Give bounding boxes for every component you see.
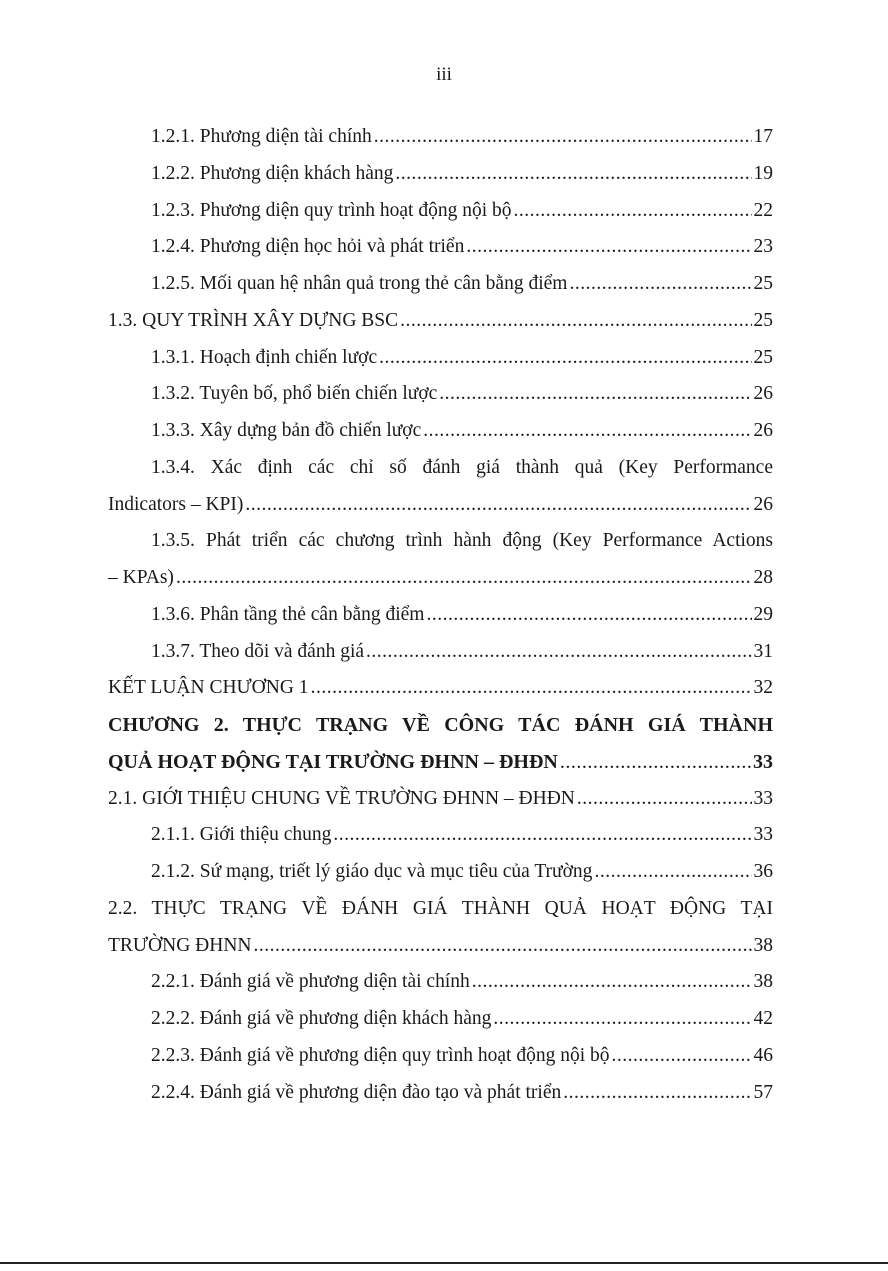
- toc-entry-title: 2.2.4. Đánh giá về phương diện đào tạo và phát triển: [151, 1081, 562, 1103]
- toc-entry: [108, 266, 773, 303]
- toc-entry-page: 46: [753, 1044, 773, 1066]
- toc-entry-page: 29: [753, 603, 773, 625]
- toc-entry: [108, 193, 773, 230]
- toc-entry-title: 1.2.4. Phương diện học hỏi và phát triển: [151, 236, 465, 258]
- toc-entry: [108, 1038, 773, 1075]
- toc-entry-title: 1.2.5. Mối quan hệ nhân quả trong thẻ cân bằng điểm: [151, 273, 568, 294]
- toc-entry-title: 1.3. QUY TRÌNH XÂY DỰNG BSC: [108, 309, 399, 331]
- dot-leader: [379, 340, 751, 377]
- dot-leader: [426, 597, 751, 634]
- toc-entry-page: 17: [753, 126, 773, 147]
- toc-entry-title-part2: – KPAs): [108, 567, 174, 588]
- toc-entry: [108, 413, 773, 450]
- toc-entry-page: 25: [753, 309, 773, 331]
- toc-entry-title-line1: [108, 523, 773, 560]
- toc-entry: [108, 1001, 773, 1038]
- dot-leader: [612, 1038, 752, 1075]
- toc-entry-title-part1: 1.3.4. Xác định các chỉ số đánh giá thành quả (Key Performance: [151, 456, 773, 478]
- toc-entry-title-part2: QUẢ HOẠT ĐỘNG TẠI TRƯỜNG ĐHNN – ĐHĐN: [108, 750, 558, 773]
- page-number: iii: [436, 64, 452, 85]
- toc-entry-page: 32: [753, 677, 773, 699]
- toc-entry-title: 1.3.6. Phân tầng thẻ cân bằng điểm: [151, 603, 425, 625]
- dot-leader: [400, 303, 751, 340]
- toc-entry-title: 1.3.1. Hoạch định chiến lược: [151, 346, 378, 368]
- toc-entry-page: 19: [753, 162, 773, 184]
- toc-entry-page: 38: [753, 934, 773, 956]
- toc-entry: [108, 376, 773, 413]
- toc-entry-page: 33: [753, 750, 773, 773]
- toc-entry: [108, 597, 773, 634]
- toc-entry-page: 42: [753, 1008, 773, 1029]
- toc-entry-page: 33: [753, 787, 773, 809]
- dot-leader: [423, 413, 751, 450]
- toc-entry-title: KẾT LUẬN CHƯƠNG 1: [108, 677, 309, 699]
- toc-entry: [108, 854, 773, 891]
- toc-entry: [108, 928, 773, 965]
- toc-entry: [108, 119, 773, 156]
- toc-entry: [108, 744, 773, 781]
- toc-entry-title: 2.1.2. Sứ mạng, triết lý giáo dục và mục tiêu của Trường: [151, 861, 593, 882]
- toc-entry-page: 22: [753, 199, 773, 221]
- toc-entry-title: 2.2.2. Đánh giá về phương diện khách hàng: [151, 1008, 492, 1029]
- table-of-contents: [108, 119, 773, 1111]
- toc-entry-page: 28: [753, 567, 773, 588]
- toc-entry: [108, 634, 773, 671]
- toc-entry-page: 23: [753, 236, 773, 258]
- dot-leader: [311, 670, 752, 707]
- dot-leader: [594, 854, 751, 891]
- toc-entry-title-part1: 1.3.5. Phát triển các chương trình hành động (Key Performance Actions: [151, 530, 773, 552]
- toc-entry-title: 1.3.3. Xây dựng bản đồ chiến lược: [151, 420, 422, 441]
- toc-entry-page: 33: [753, 824, 773, 846]
- toc-entry: [108, 964, 773, 1001]
- dot-leader: [366, 634, 751, 671]
- dot-leader: [395, 156, 751, 193]
- dot-leader: [466, 229, 751, 266]
- toc-entry-title-line1: [108, 891, 773, 928]
- toc-entry-title-line1: [108, 450, 773, 487]
- dot-leader: [374, 119, 752, 156]
- dot-leader: [333, 817, 751, 854]
- toc-entry-title: 1.3.7. Theo dõi và đánh giá: [151, 640, 365, 662]
- dot-leader: [254, 928, 752, 965]
- toc-entry-title: 1.2.3. Phương diện quy trình hoạt động nội bộ: [151, 199, 512, 221]
- toc-entry: [108, 229, 773, 266]
- toc-entry-page: 26: [753, 383, 773, 405]
- toc-entry-title: 1.3.2. Tuyên bố, phổ biến chiến lược: [151, 383, 438, 405]
- toc-entry-page: 25: [753, 273, 773, 294]
- dot-leader: [176, 560, 752, 597]
- toc-entry-title-part1: CHƯƠNG 2. THỰC TRẠNG VỀ CÔNG TÁC ĐÁNH GIÁ THÀNH: [108, 714, 773, 736]
- toc-entry: [108, 817, 773, 854]
- toc-entry-page: 57: [753, 1081, 773, 1103]
- toc-entry-page: 26: [753, 493, 773, 515]
- toc-entry-page: 26: [753, 420, 773, 441]
- toc-entry: [108, 340, 773, 377]
- toc-entry-title-part2: TRƯỜNG ĐHNN: [108, 934, 252, 956]
- toc-entry-title: 2.1. GIỚI THIỆU CHUNG VỀ TRƯỜNG ĐHNN – ĐHĐN: [108, 787, 575, 809]
- toc-entry: [108, 303, 773, 340]
- toc-entry: [108, 670, 773, 707]
- toc-entry-title: 1.2.2. Phương diện khách hàng: [151, 162, 394, 184]
- dot-leader: [472, 964, 752, 1001]
- toc-entry: [108, 1075, 773, 1112]
- toc-entry-page: 31: [753, 640, 773, 662]
- dot-leader: [514, 193, 752, 230]
- toc-entry: [108, 560, 773, 597]
- page-bottom-rule: [0, 1262, 888, 1264]
- toc-entry: [108, 781, 773, 818]
- dot-leader: [245, 487, 751, 524]
- toc-entry-title: 2.2.1. Đánh giá về phương diện tài chính: [151, 971, 470, 993]
- toc-entry-page: 38: [753, 971, 773, 993]
- toc-entry-title: 2.1.1. Giới thiệu chung: [151, 824, 332, 846]
- toc-entry: [108, 487, 773, 524]
- dot-leader: [569, 266, 751, 303]
- dot-leader: [563, 1075, 751, 1112]
- dot-leader: [439, 376, 751, 413]
- toc-entry-title-line1: [108, 707, 773, 744]
- toc-entry: [108, 156, 773, 193]
- toc-entry-page: 25: [753, 346, 773, 368]
- dot-leader: [493, 1001, 751, 1038]
- toc-entry-title-part1: 2.2. THỰC TRẠNG VỀ ĐÁNH GIÁ THÀNH QUẢ HOẠT ĐỘNG TẠI: [108, 897, 773, 919]
- dot-leader: [577, 781, 752, 818]
- toc-entry-title-part2: Indicators – KPI): [108, 493, 244, 515]
- toc-entry-title: 1.2.1. Phương diện tài chính: [151, 126, 372, 147]
- toc-entry-title: 2.2.3. Đánh giá về phương diện quy trình hoạt động nội bộ: [151, 1044, 610, 1066]
- dot-leader: [560, 744, 751, 781]
- toc-entry-page: 36: [753, 861, 773, 882]
